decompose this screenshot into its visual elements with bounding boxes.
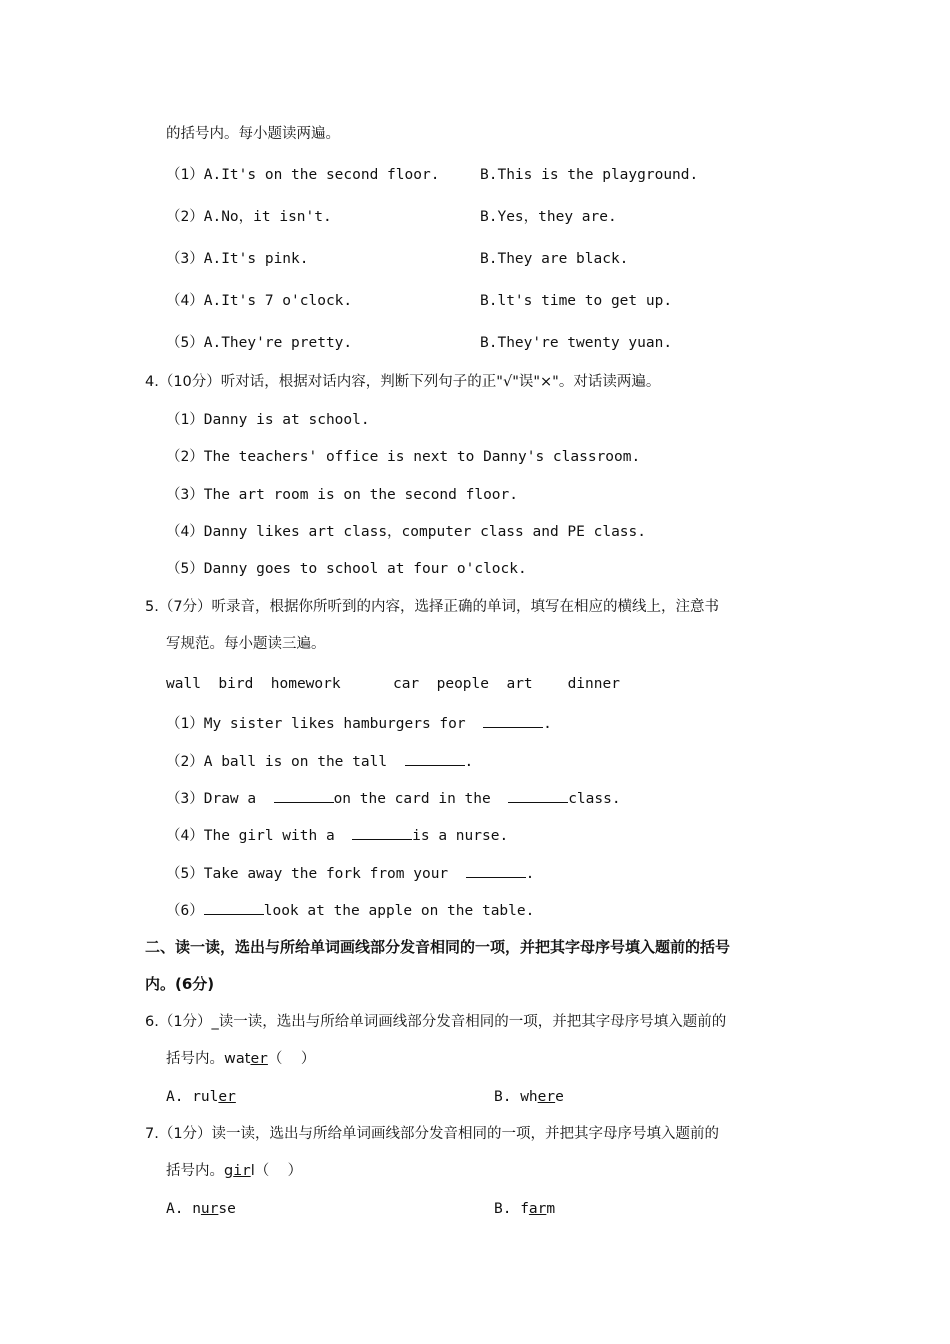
q7-line-2 [166, 1161, 302, 1181]
q5-title-line-1: 5.（7分）听录音，根据你所听到的内容，选择正确的单词，填写在相应的横线上，注意书 [145, 599, 720, 615]
q3-item-2-option-a: （2）A.No，it isn't. [166, 209, 332, 225]
q3-item-1-option-a: （1）A.It's on the second floor. [166, 167, 440, 183]
q5-s2-text: （2）A ball is on the tall [166, 754, 405, 770]
q5-s1-text: （1）My sister likes hamburgers for [166, 716, 484, 732]
q5-s5-blank[interactable] [466, 863, 526, 878]
q3-item-1-option-b: B.This is the playground. [480, 167, 699, 183]
q7-a-end: se [218, 1201, 236, 1217]
q5-s3-blank-1[interactable] [274, 788, 334, 803]
q5-s1-blank[interactable] [483, 713, 543, 728]
q7-option-b[interactable] [494, 1199, 555, 1219]
q3-item-3-option-b: B.They are black. [480, 251, 629, 267]
q5-title-line-2: 写规范。每小题读三遍。 [166, 636, 326, 652]
q5-s1-end: . [543, 716, 552, 732]
q4-statement-1: （1）Danny is at school. [166, 412, 370, 428]
q5-s3-mid: on the card in the [333, 791, 509, 807]
q3-item-4-option-b: B.lt's time to get up. [480, 293, 673, 309]
q6-b-text: B. wh [494, 1089, 538, 1105]
q3-item-5-option-b: B.They're twenty yuan. [480, 335, 673, 351]
q3-item-5-option-a: （5）A.They're pretty. [166, 335, 353, 351]
q5-s3-blank-2[interactable] [508, 788, 568, 803]
q7-a-text: A. n [166, 1201, 201, 1217]
q5-s2-end: . [464, 754, 474, 770]
q5-sentence-1 [166, 713, 552, 734]
q7-option-a[interactable] [166, 1199, 236, 1219]
q5-s6-text: （6） [166, 903, 204, 919]
q3-item-3-option-a: （3）A.It's pink. [166, 251, 309, 267]
q4-statement-5: （5）Danny goes to school at four o'clock. [166, 561, 527, 577]
q7-underlined: ir [233, 1163, 251, 1179]
q5-sentence-5 [166, 863, 534, 884]
q5-sentence-4 [166, 825, 508, 846]
q6-underlined: er [250, 1051, 268, 1067]
q6-b-end: e [555, 1089, 564, 1105]
q5-s5-end: . [525, 866, 535, 882]
q5-sentence-6 [166, 900, 534, 921]
q5-s5-text: （5）Take away the fork from your [166, 866, 466, 882]
q4-statement-2: （2）The teachers' office is next to Danny's classroom. [166, 449, 641, 465]
q7-b-end: m [546, 1201, 556, 1217]
q7-line-1: 7.（1分）读一读，选出与所给单词画线部分发音相同的一项，并把其字母序号填入题前的 [145, 1126, 720, 1142]
q5-s4-blank[interactable] [352, 825, 412, 840]
q5-sentence-2 [166, 751, 473, 772]
q5-s4-text: （4）The girl with a [166, 828, 353, 844]
q7-b-underlined: ar [528, 1201, 547, 1217]
q3-item-4-option-a: （4）A.It's 7 o'clock. [166, 293, 353, 309]
q6-prompt: 括号内。wat [166, 1051, 251, 1067]
q6-a-text: A. rul [166, 1089, 219, 1105]
q5-s6-end: look at the apple on the table. [263, 903, 535, 919]
q5-s3-end: class. [568, 791, 621, 807]
q5-s3-text: （3）Draw a [166, 791, 274, 807]
q5-s6-blank[interactable] [204, 900, 264, 915]
q3-instruction-tail: 的括号内。每小题读两遍。 [166, 126, 340, 142]
q4-title: 4.（10分）听对话，根据对话内容，判断下列句子的正"√"误"×"。对话读两遍。 [145, 374, 661, 390]
q7-b-text: B. f [494, 1201, 529, 1217]
q6-option-b[interactable] [494, 1087, 564, 1107]
q7-a-underlined: ur [200, 1201, 219, 1217]
q5-word-bank: wall bird homework car people art dinner [166, 676, 620, 692]
q7-answer-bracket[interactable]: l（ ） [250, 1163, 303, 1179]
q6-a-underlined: er [218, 1089, 236, 1105]
section-2-heading-line-2: 内。(6分) [145, 975, 215, 993]
q4-statement-4: （4）Danny likes art class，computer class and PE class. [166, 524, 646, 540]
q6-line-1: 6.（1分）_读一读，选出与所给单词画线部分发音相同的一项，并把其字母序号填入题前的 [145, 1014, 727, 1030]
q3-item-2-option-b: B.Yes，they are. [480, 209, 617, 225]
q4-statement-3: （3）The art room is on the second floor. [166, 487, 519, 503]
q5-s2-blank[interactable] [405, 751, 465, 766]
q6-option-a[interactable] [166, 1087, 236, 1107]
q6-line-2 [166, 1049, 315, 1069]
q5-s4-end: is a nurse. [412, 828, 509, 844]
section-2-heading-line-1: 二、读一读，选出与所给单词画线部分发音相同的一项，并把其字母序号填入题前的括号 [145, 938, 731, 956]
q6-answer-bracket[interactable]: （ ） [267, 1051, 316, 1067]
q5-sentence-3 [166, 788, 621, 809]
q7-prompt: 括号内。g [166, 1163, 234, 1179]
q6-b-underlined: er [537, 1089, 556, 1105]
